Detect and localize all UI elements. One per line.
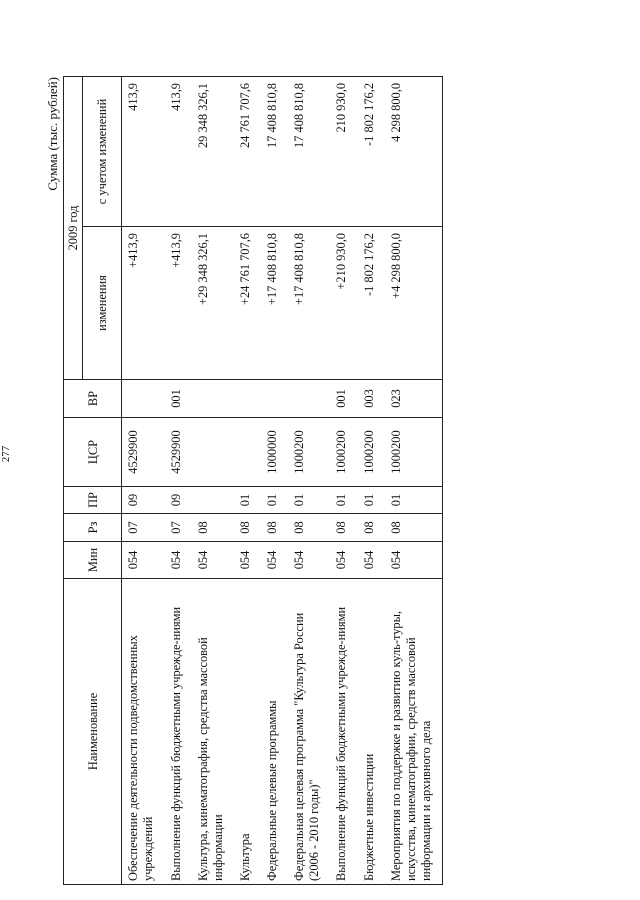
row-name: Федеральная целевая программа "Культура России (2006 - 2010 годы)" (288, 579, 330, 885)
row-min: 054 (122, 542, 165, 579)
row-pr: 01 (385, 487, 443, 514)
row-vr (288, 380, 330, 418)
row-pr: 09 (165, 487, 192, 514)
row-rz: 08 (330, 514, 357, 542)
row-change: +17 408 810,8 (288, 227, 330, 380)
row-min: 054 (261, 542, 288, 579)
row-pr: 01 (234, 487, 261, 514)
row-total: 4 298 800,0 (385, 76, 443, 226)
table-row (358, 76, 385, 884)
row-total: 29 348 326,1 (192, 76, 234, 226)
row-change: +210 930,0 (330, 227, 357, 380)
row-vr: 001 (330, 380, 357, 418)
row-pr: 01 (261, 487, 288, 514)
row-name: Культура, кинематография, средства массовой информации (192, 579, 234, 885)
header-rz: Рз (64, 514, 122, 542)
row-change: +4 298 800,0 (385, 227, 443, 380)
row-total: -1 802 176,2 (358, 76, 385, 226)
row-csr: 1000200 (330, 418, 357, 487)
row-name: Мероприятия по поддержке и развитию куль-туры, искусства, кинематографии, средств массовой информации и архивного дела (385, 579, 443, 885)
table-row (165, 76, 192, 884)
row-name: Федеральные целевые программы (261, 579, 288, 885)
row-rz: 08 (261, 514, 288, 542)
row-pr: 01 (358, 487, 385, 514)
row-csr (234, 418, 261, 487)
row-total: 24 761 707,6 (234, 76, 261, 226)
header-min: Мин (64, 542, 122, 579)
row-vr (192, 380, 234, 418)
row-csr: 1000200 (288, 418, 330, 487)
page-number: 277 (0, 445, 12, 463)
table-row (192, 76, 234, 884)
budget-table-sheet (27, 75, 497, 885)
row-name: Выполнение функций бюджетными учрежде-ниями (330, 579, 357, 885)
budget-table (63, 76, 443, 885)
row-pr: 01 (330, 487, 357, 514)
header-csr: ЦСР (64, 418, 122, 487)
row-csr: 1000200 (358, 418, 385, 487)
row-name: Обеспечение деятельности подведомственных учреждений (122, 579, 165, 885)
row-min: 054 (234, 542, 261, 579)
row-min: 054 (288, 542, 330, 579)
row-change: +413,9 (165, 227, 192, 380)
row-rz: 08 (192, 514, 234, 542)
row-name: Бюджетные инвестиции (358, 579, 385, 885)
row-total: 210 930,0 (330, 76, 357, 226)
table-row (261, 76, 288, 884)
row-csr (192, 418, 234, 487)
row-total: 17 408 810,8 (288, 76, 330, 226)
row-vr (122, 380, 165, 418)
row-min: 054 (192, 542, 234, 579)
row-pr (192, 487, 234, 514)
row-csr: 1000000 (261, 418, 288, 487)
row-change: -1 802 176,2 (358, 227, 385, 380)
header-name: Наименование (64, 579, 122, 885)
row-total: 413,9 (122, 76, 165, 226)
row-csr: 4529900 (122, 418, 165, 487)
row-rz: 08 (288, 514, 330, 542)
header-pr: ПР (64, 487, 122, 514)
row-change: +17 408 810,8 (261, 227, 288, 380)
row-total: 413,9 (165, 76, 192, 226)
header-year: 2009 год (64, 76, 83, 379)
table-row (385, 76, 443, 884)
unit-label: Сумма (тыс. рублей) (45, 77, 60, 191)
table-row (234, 76, 261, 884)
row-min: 054 (358, 542, 385, 579)
header-with-change: с учетом изменений (83, 76, 122, 226)
table-row (122, 76, 165, 884)
row-rz: 07 (122, 514, 165, 542)
header-vr: ВР (64, 380, 122, 418)
row-rz: 08 (358, 514, 385, 542)
row-total: 17 408 810,8 (261, 76, 288, 226)
row-vr (261, 380, 288, 418)
header-change: изменения (83, 227, 122, 380)
table-row (288, 76, 330, 884)
row-vr (234, 380, 261, 418)
row-csr: 1000200 (385, 418, 443, 487)
row-vr: 001 (165, 380, 192, 418)
row-change: +24 761 707,6 (234, 227, 261, 380)
row-change: +29 348 326,1 (192, 227, 234, 380)
row-change: +413,9 (122, 227, 165, 380)
row-name: Культура (234, 579, 261, 885)
row-vr: 003 (358, 380, 385, 418)
row-min: 054 (330, 542, 357, 579)
row-csr: 4529900 (165, 418, 192, 487)
table-row (330, 76, 357, 884)
row-rz: 07 (165, 514, 192, 542)
row-rz: 08 (385, 514, 443, 542)
row-pr: 01 (288, 487, 330, 514)
row-name: Выполнение функций бюджетными учрежде-ниями (165, 579, 192, 885)
row-pr: 09 (122, 487, 165, 514)
row-min: 054 (385, 542, 443, 579)
row-vr: 023 (385, 380, 443, 418)
row-min: 054 (165, 542, 192, 579)
row-rz: 08 (234, 514, 261, 542)
